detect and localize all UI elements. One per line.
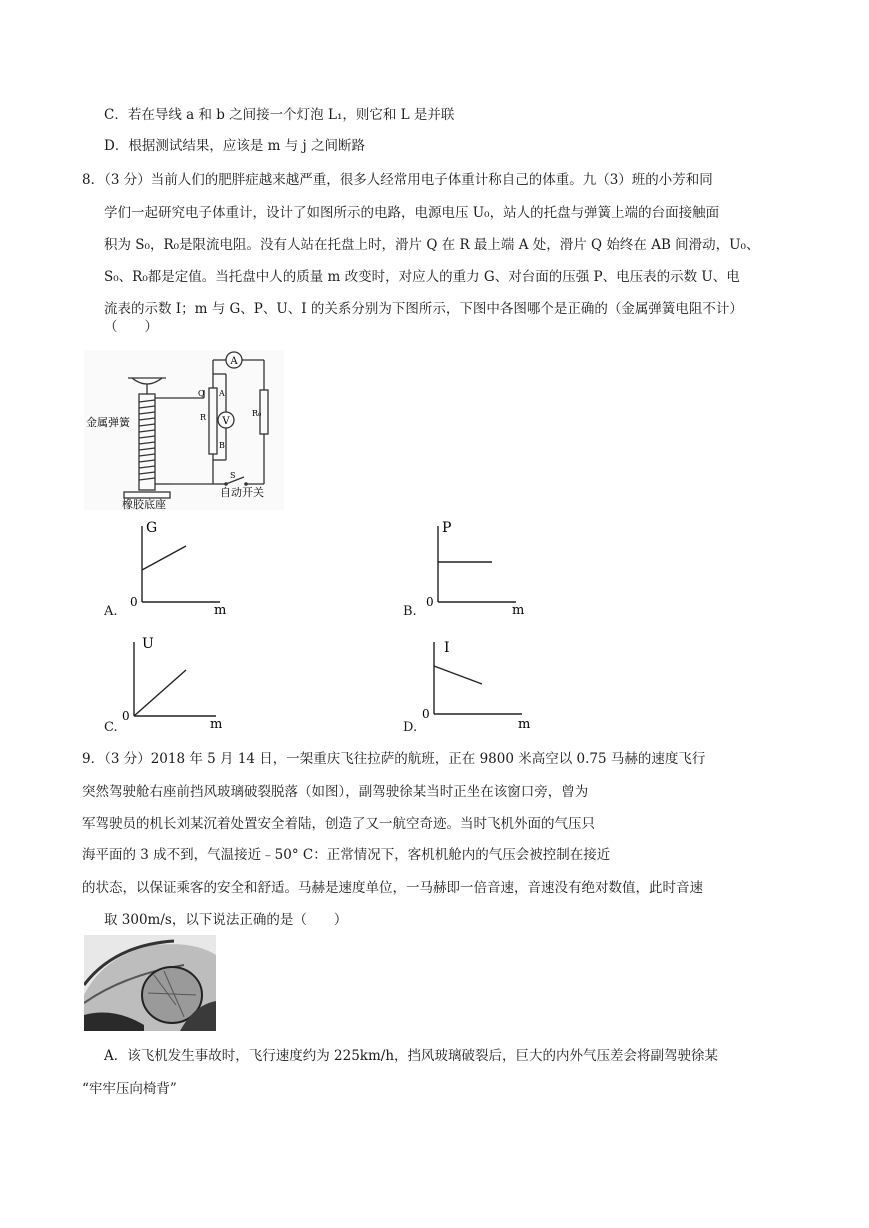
resistor-r0-label: R₀	[252, 409, 262, 418]
q8-graph-a	[120, 518, 240, 616]
q8-option-d-letter: D.	[403, 720, 418, 735]
spring-label: 金属弹簧	[86, 416, 130, 429]
graph-d-x-label: m	[518, 717, 531, 732]
graph-d-origin: 0	[422, 707, 430, 721]
q8-stem-line-4: S₀、R₀都是定值。当托盘中人的质量 m 改变时，对应人的重力 G、对台面的压强 P、电压表的示数 U、电	[104, 269, 740, 285]
graph-b-y-label: P	[442, 520, 452, 536]
graph-a-line	[142, 546, 186, 570]
point-b-label: B	[219, 441, 225, 450]
graph-c-origin: 0	[122, 709, 130, 723]
q8-graph-b	[418, 518, 538, 616]
q8-answer-blank: （ ）	[104, 319, 158, 335]
ammeter-label: A	[230, 356, 238, 367]
q8-option-b-letter: B.	[403, 604, 417, 619]
graph-c-x-label: m	[210, 717, 223, 732]
switch-s-label: S	[230, 471, 236, 480]
graph-d-line	[434, 666, 482, 684]
q8-stem-line-2: 学们一起研究电子体重计，设计了如图所示的电路，电源电压 U₀，站人的托盘与弹簧上端的台面接触面	[104, 205, 720, 221]
q9-cockpit-photo	[84, 935, 216, 1031]
q8-circuit-diagram	[84, 350, 284, 510]
voltmeter-label: V	[222, 416, 230, 427]
q9-stem-line-6: 取 300m/s，以下说法正确的是（ ）	[104, 912, 348, 928]
q9-option-a-line-1: A．该飞机发生事故时，飞行速度约为 225km/h，挡风玻璃破裂后，巨大的内外气压差会将副驾驶徐某	[104, 1048, 719, 1064]
q8-option-c-letter: C.	[104, 720, 118, 735]
graph-a-y-label: G	[146, 520, 158, 536]
q8-graph-c	[120, 634, 240, 732]
q9-option-a-line-2: “牢牢压向椅背”	[82, 1081, 177, 1097]
q9-stem-line-4: 海平面的 3 成不到，气温接近﹣50° C：正常情况下，客机机舱内的气压会被控制在接近	[82, 847, 611, 863]
graph-b-x-label: m	[512, 603, 525, 616]
q7-option-c: C．若在导线 a 和 b 之间接一个灯泡 L₁，则它和 L 是并联	[104, 107, 455, 123]
q9-stem-line-1: 9．（3 分）2018 年 5 月 14 日，一架重庆飞往拉萨的航班，正在 9800 米高空以 0.75 马赫的速度飞行	[82, 751, 706, 767]
graph-c-line	[134, 670, 186, 716]
q7-option-d: D．根据测试结果，应该是 m 与 j 之间断路	[104, 138, 365, 154]
slider-q-label: Q	[198, 389, 205, 398]
q8-stem-line-3: 积为 S₀，R₀是限流电阻。没有人站在托盘上时，滑片 Q 在 R 最上端 A 处，滑片 Q 始终在 AB 间滑动，U₀、	[104, 237, 760, 253]
q8-graph-d	[418, 634, 538, 732]
graph-c-y-label: U	[142, 636, 154, 652]
graph-a-x-label: m	[214, 603, 227, 616]
q8-stem-line-5: 流表的示数 I；m 与 G、P、U、I 的关系分别为下图所示，下图中各图哪个是正确的（金属弹簧电阻不计）	[104, 301, 743, 317]
graph-a-origin: 0	[130, 595, 138, 609]
graph-b-origin: 0	[426, 595, 434, 609]
base-label: 橡胶底座	[122, 498, 166, 510]
point-a-label: A	[219, 389, 225, 398]
q9-stem-line-2: 突然驾驶舱右座前挡风玻璃破裂脱落（如图），副驾驶徐某当时正坐在该窗口旁，曾为	[82, 784, 589, 800]
q8-option-a-letter: A.	[104, 604, 118, 619]
graph-d-y-label: I	[444, 640, 450, 656]
switch-label: 自动开关	[220, 486, 264, 499]
resistor-r-label: R	[200, 413, 207, 422]
q9-stem-line-3: 军驾驶员的机长刘某沉着处置安全着陆，创造了又一航空奇迹。当时飞机外面的气压只	[82, 816, 595, 832]
q8-stem-line-1: 8．（3 分）当前人们的肥胖症越来越严重，很多人经常用电子体重计称自己的体重。九（3）班的小芳和同	[82, 172, 713, 188]
q9-stem-line-5: 的状态，以保证乘客的安全和舒适。马赫是速度单位，一马赫即一倍音速，音速没有绝对数值，此时音速	[82, 880, 703, 896]
